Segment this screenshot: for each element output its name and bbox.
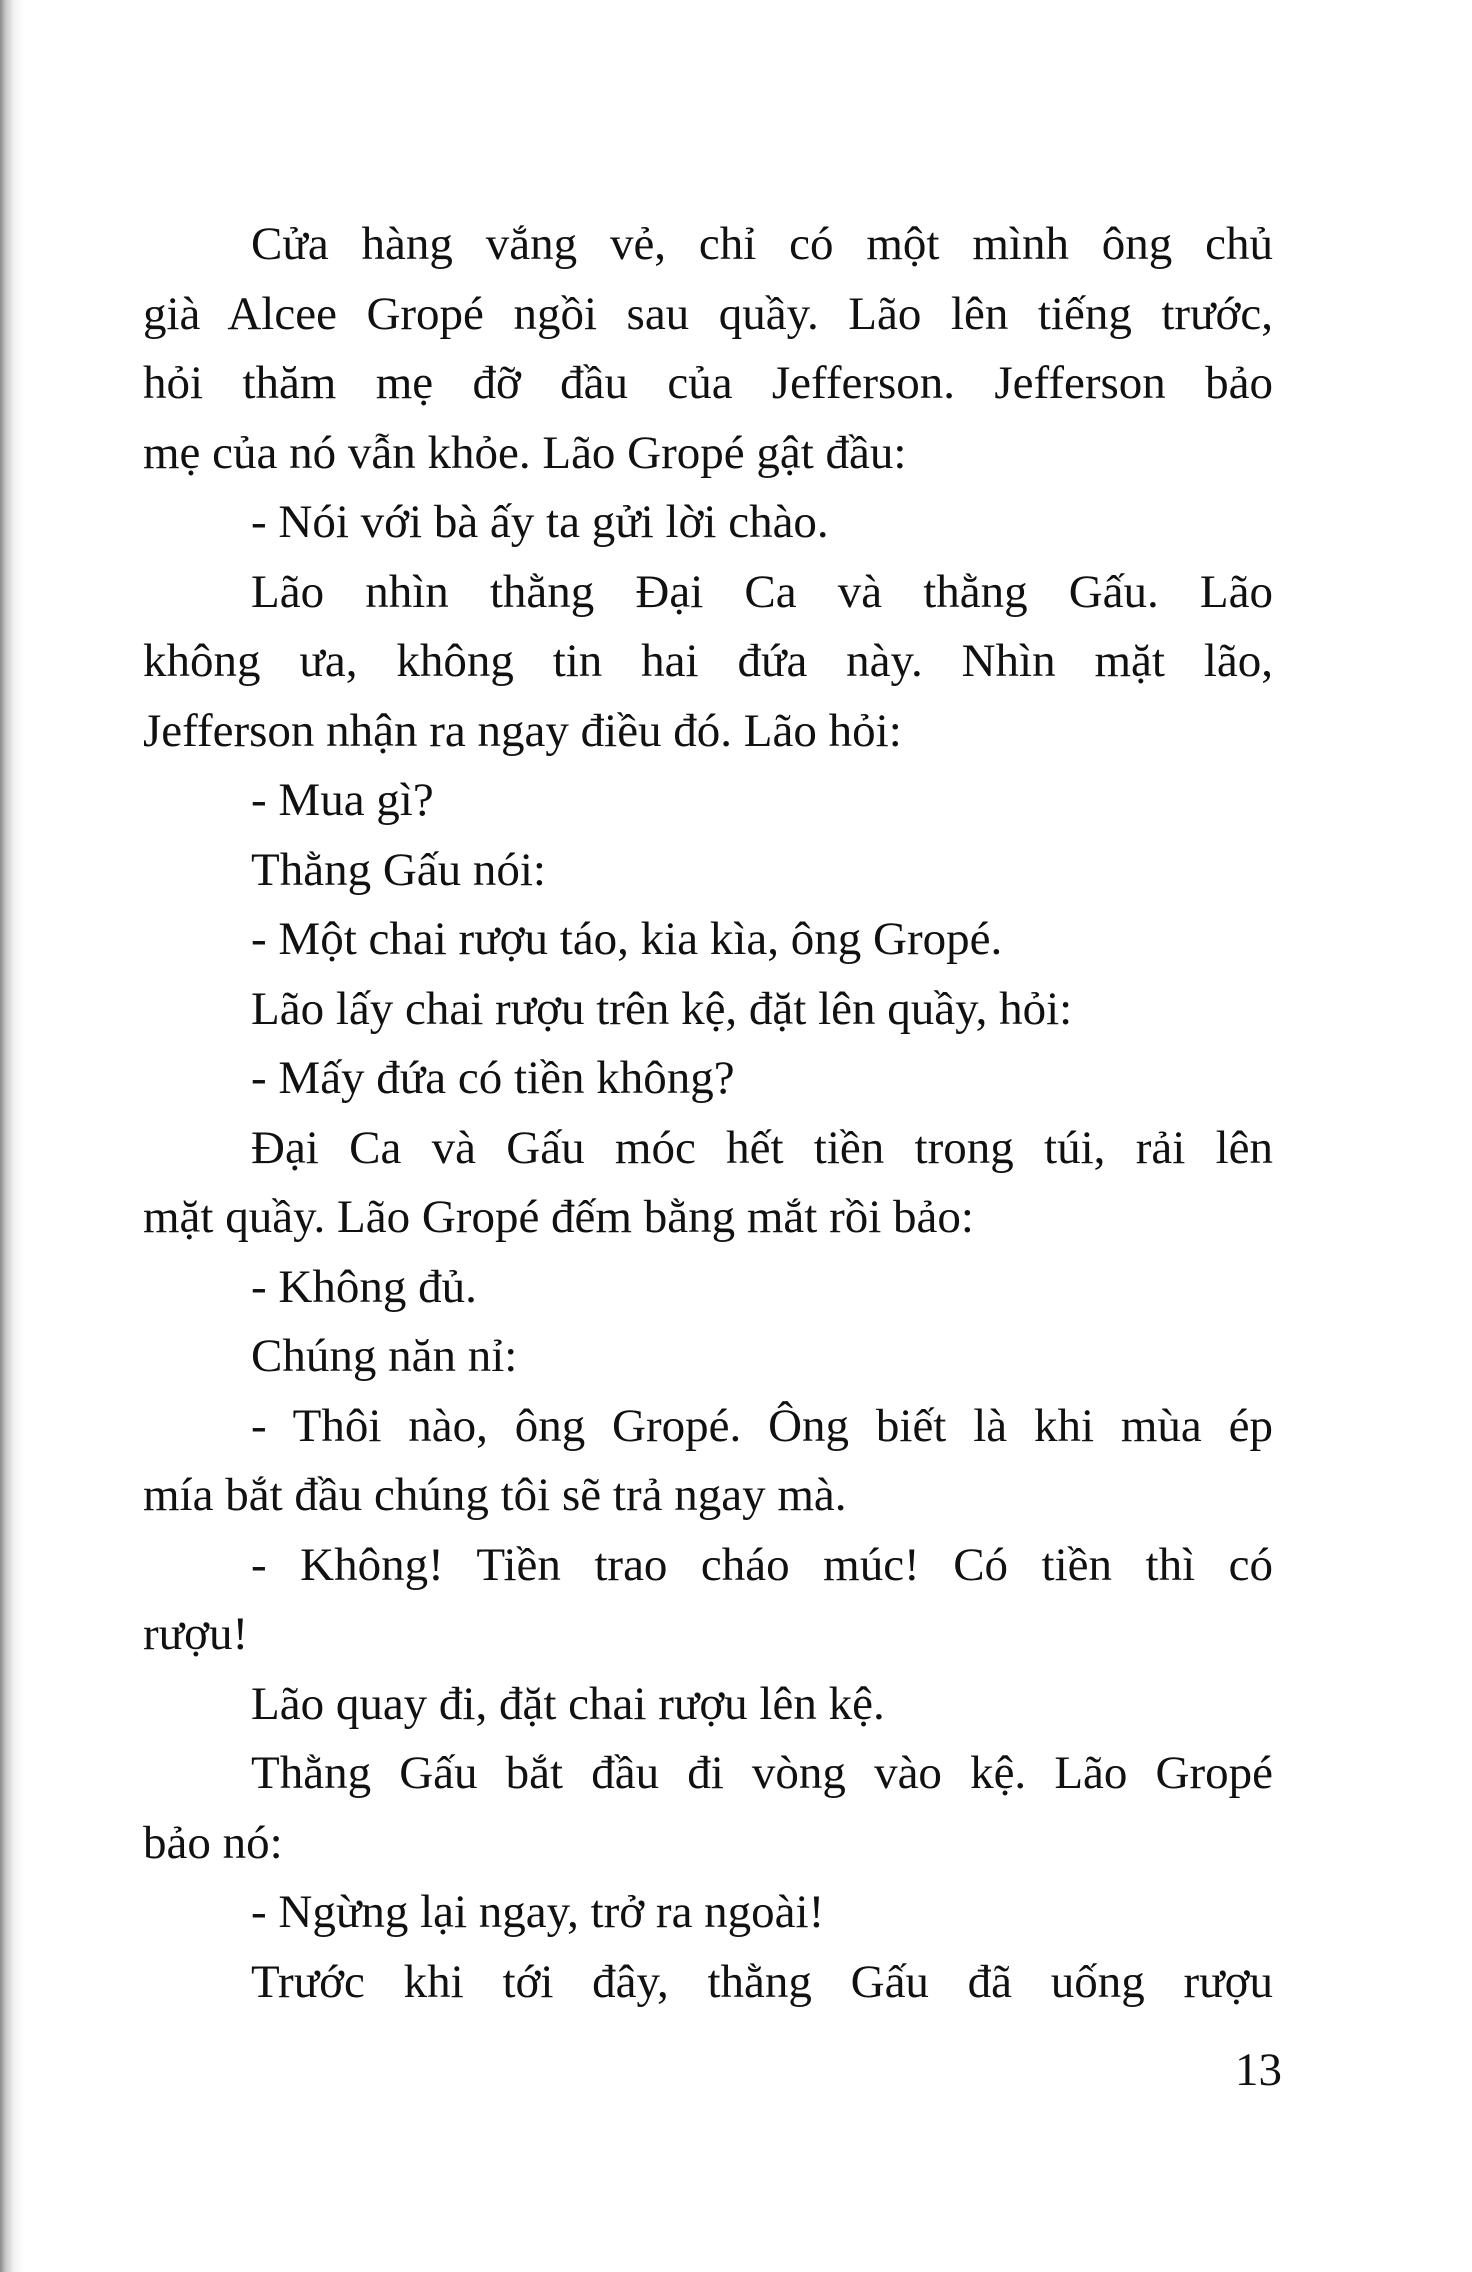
text-line: già Alcee Gropé ngồi sau quầy. Lão lên tiếng trước, — [143, 287, 1273, 340]
text-line: không ưa, không tin hai đứa này. Nhìn mặt lão, — [143, 635, 1273, 687]
text-line: mía bắt đầu chúng tôi sẽ trả ngay mà. — [143, 1469, 847, 1521]
text-line: Đại Ca và Gấu móc hết tiền trong túi, rải lên — [251, 1121, 1273, 1174]
text-line: - Không đủ. — [251, 1260, 477, 1313]
text-line: Thằng Gấu bắt đầu đi vòng vào kệ. Lão Gropé — [251, 1747, 1273, 1799]
text-line: Chúng năn nỉ: — [251, 1330, 518, 1382]
text-line: bảo nó: — [143, 1816, 283, 1869]
text-line: Cửa hàng vắng vẻ, chỉ có một mình ông chủ — [251, 218, 1273, 270]
text-line: - Mấy đứa có tiền không? — [251, 1052, 735, 1104]
text-line: Lão quay đi, đặt chai rượu lên kệ. — [251, 1677, 885, 1730]
text-line: - Ngừng lại ngay, trở ra ngoài! — [251, 1886, 825, 1938]
text-line: - Nói với bà ấy ta gửi lời chào. — [251, 496, 829, 548]
text-line: Jefferson nhận ra ngay điều đó. Lão hỏi: — [143, 704, 902, 757]
text-line: Lão nhìn thằng Đại Ca và thằng Gấu. Lão — [251, 565, 1273, 618]
text-line: Trước khi tới đây, thằng Gấu đã uống rượu — [251, 1955, 1273, 2008]
text-line: mẹ của nó vẫn khỏe. Lão Gropé gật đầu: — [143, 426, 907, 479]
text-line: - Một chai rượu táo, kia kìa, ông Gropé. — [251, 913, 1003, 965]
page-number: 13 — [1235, 2044, 1282, 2096]
text-line: Thằng Gấu nói: — [251, 843, 546, 896]
text-line: - Thôi nào, ông Gropé. Ông biết là khi mùa ép — [251, 1399, 1273, 1452]
text-line: hỏi thăm mẹ đỡ đầu của Jefferson. Jefferson bảo — [143, 357, 1273, 409]
text-line: - Không! Tiền trao cháo múc! Có tiền thì có — [251, 1538, 1273, 1591]
page-binding-shadow — [14, 0, 24, 2272]
text-line: mặt quầy. Lão Gropé đếm bằng mắt rồi bảo: — [143, 1191, 974, 1243]
text-line: rượu! — [143, 1608, 249, 1660]
page-binding-edge — [0, 0, 14, 2272]
text-line: Lão lấy chai rượu trên kệ, đặt lên quầy, hỏi: — [251, 982, 1073, 1035]
text-line: - Mua gì? — [251, 774, 434, 826]
body-text — [143, 210, 1273, 2017]
